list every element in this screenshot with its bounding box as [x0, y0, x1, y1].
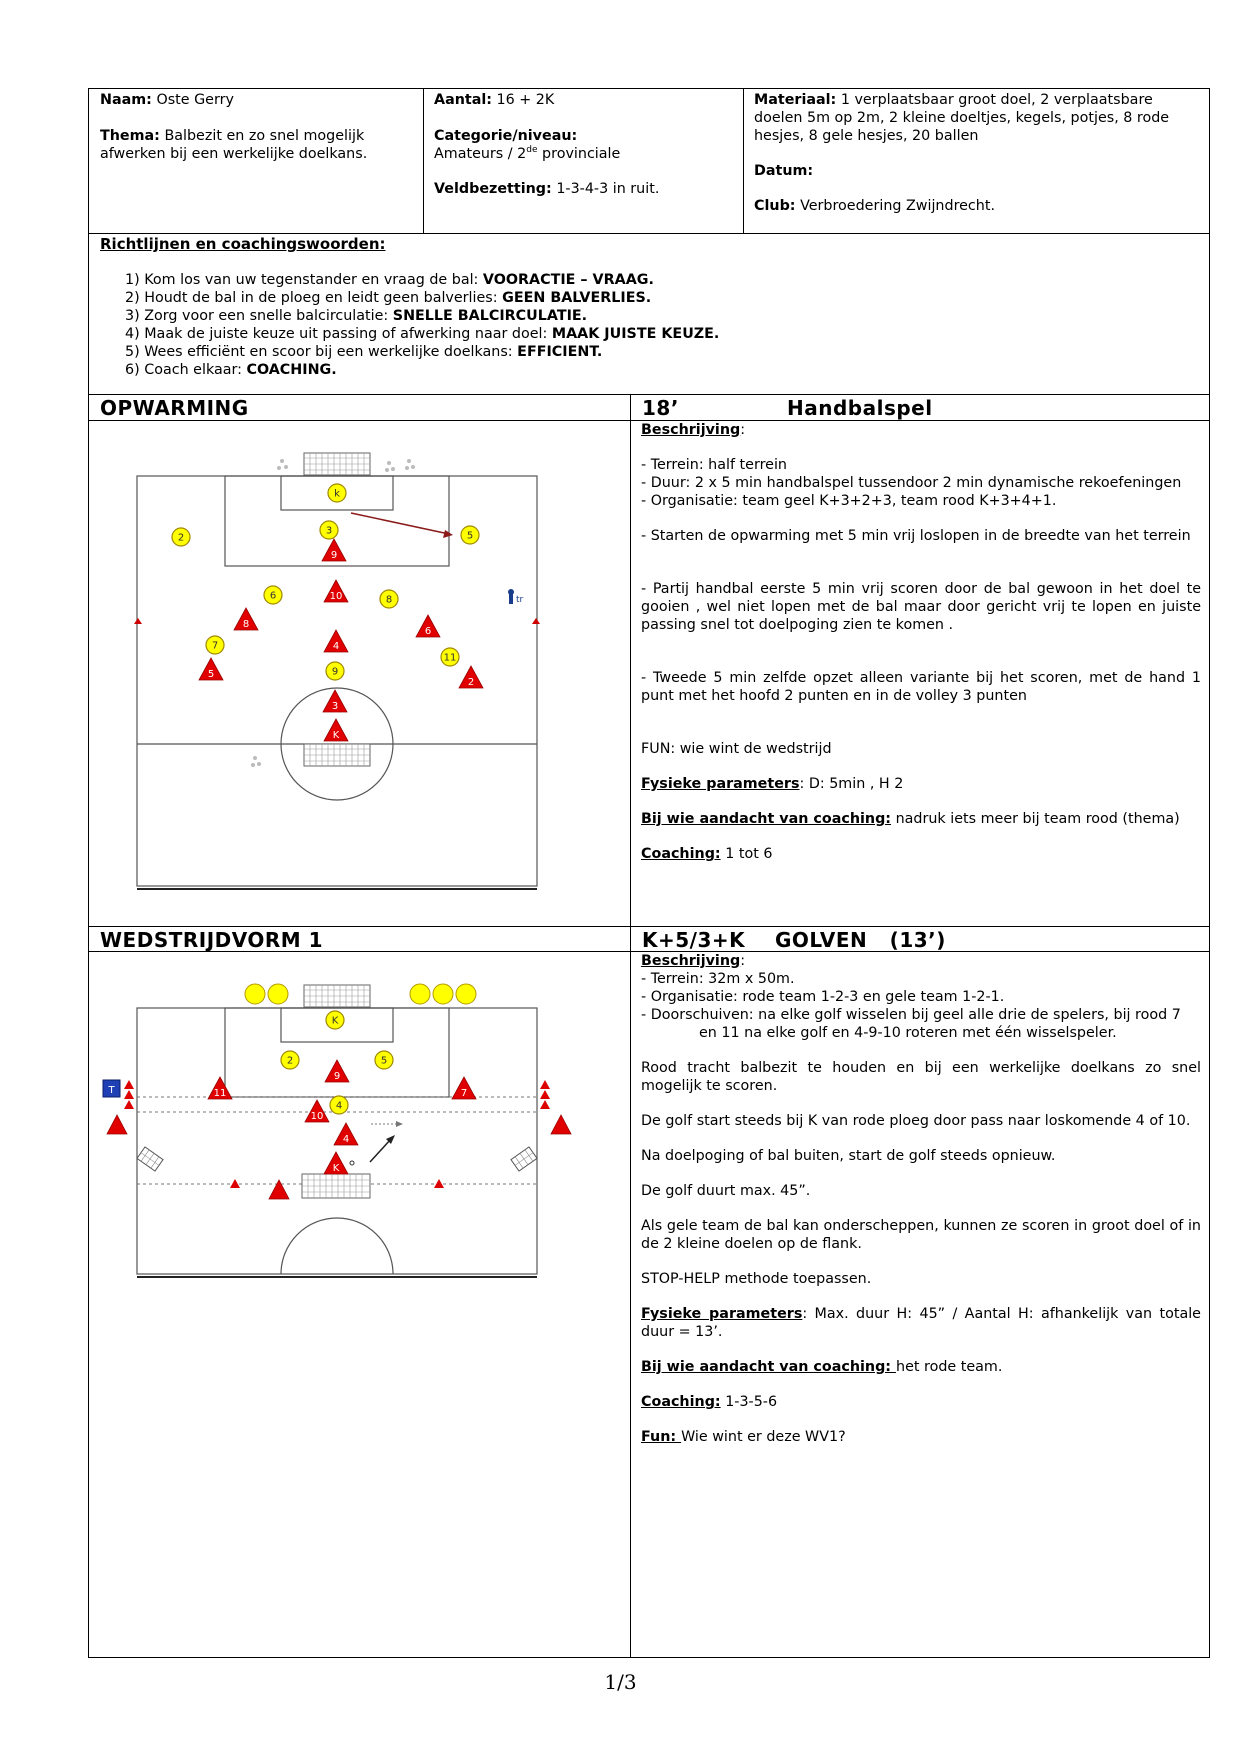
club-label: Club: [754, 198, 796, 214]
desc-paragraph: STOP-HELP methode toepassen. [641, 1271, 872, 1287]
thema-value: Balbezit en zo snel mogelijk afwerken bij een werkelijke doelkans. [100, 128, 368, 162]
opwarming-name: Handbalspel [787, 396, 933, 420]
goal-top [304, 453, 370, 475]
red-player [324, 1152, 348, 1174]
trainer-icon [103, 1080, 120, 1097]
red-player [325, 1060, 349, 1082]
veld-label: Veldbezetting: [434, 181, 552, 197]
training-sheet [88, 88, 1210, 1658]
yellow-player [375, 1051, 393, 1069]
divider [89, 926, 1209, 927]
naam-value: Oste Gerry [156, 92, 234, 108]
yellow-player [326, 662, 344, 680]
page-number: 1/3 [604, 1670, 637, 1694]
red-player [234, 608, 258, 630]
svg-text:T: T [108, 1085, 115, 1096]
cone-icon [124, 1100, 134, 1109]
player-number: 8 [242, 619, 250, 630]
cone-icon [230, 1179, 240, 1188]
desc-line: en 11 na elke golf en 4-9-10 roteren met één wisselspeler. [699, 1025, 1117, 1041]
richtlijn-item: 6) Coach elkaar: COACHING. [125, 362, 337, 378]
pass-arrow [351, 513, 449, 534]
player-number: 11 [443, 652, 457, 664]
desc-line: - Organisatie: team geel K+3+2+3, team rood K+3+4+1. [641, 493, 1057, 509]
fys-value: : D: 5min , H 2 [799, 776, 904, 792]
richtlijnen-list [125, 271, 1200, 379]
player-number: 6 [269, 590, 277, 602]
richtlijnen-title: Richtlijnen en coachingswoorden: [100, 235, 386, 253]
yellow-player [330, 1096, 348, 1114]
run-arrow [370, 1139, 391, 1162]
desc-line: - Terrein: 32m x 50m. [641, 971, 795, 987]
header-materiaal-cell [754, 91, 1204, 215]
red-player [199, 658, 223, 680]
desc-fun: FUN: wie wint de wedstrijd [641, 741, 832, 757]
wedstrijdvorm-diagram [89, 952, 629, 1302]
desc-paragraph: - Tweede 5 min zelfde opzet alleen variante bij het scoren, met de hand 1 punt met het hoofd 2 punten en in de volley 3 punten [641, 670, 1201, 704]
player-number: 4 [342, 1134, 350, 1145]
player-number: 10 [329, 591, 343, 602]
yellow-player [461, 526, 479, 544]
player-number: K [332, 1163, 340, 1174]
fys-label: Fysieke parameters [641, 1306, 803, 1322]
categorie-value-end: provinciale [537, 146, 621, 162]
richtlijn-item: 1) Kom los van uw tegenstander en vraag de bal: VOORACTIE – VRAAG. [125, 272, 654, 288]
trainer-icon [508, 589, 524, 605]
veld-value: 1-3-4-3 in ruit. [556, 181, 660, 197]
centre-circle [281, 1218, 393, 1274]
yellow-player [320, 521, 338, 539]
player-number: K [332, 730, 340, 741]
richtlijn-item: 5) Wees efficiënt en scoor bij een werkelijke doelkans: EFFICIENT. [125, 344, 603, 360]
desc-paragraph: Na doelpoging of bal buiten, start de golf steeds opnieuw. [641, 1148, 1056, 1164]
red-player [305, 1100, 329, 1122]
player-number: 8 [385, 594, 393, 606]
desc-line: - Terrein: half terrein [641, 457, 787, 473]
richtlijnen-cell [100, 233, 1200, 379]
richtlijn-item: 3) Zorg voor een snelle balcirculatie: SNELLE BALCIRCULATIE. [125, 308, 588, 324]
player-number: 5 [380, 1055, 388, 1067]
opwarming-time: 18’ [642, 396, 679, 420]
player-number: 5 [207, 669, 215, 680]
small-goal-left [137, 1147, 163, 1171]
player-number: 5 [466, 530, 474, 542]
desc-paragraph: De golf start steeds bij K van rode ploeg door pass naar loskomende 4 of 10. [641, 1113, 1191, 1129]
richtlijn-item: 4) Maak de juiste keuze uit passing of afwerking naar doel: MAAK JUISTE KEUZE. [125, 326, 720, 342]
player-number: 2 [467, 677, 475, 688]
cone-icon [540, 1100, 550, 1109]
ball-icon [350, 1161, 354, 1165]
red-player [452, 1077, 476, 1099]
yellow-player [206, 636, 224, 654]
aantal-value: 16 + 2K [496, 92, 555, 108]
small-goal-right [511, 1147, 537, 1171]
divider [89, 394, 1209, 395]
wedstrijdvorm-heading: K+5/3+K GOLVEN (13’) [642, 928, 946, 952]
player-number: 7 [460, 1088, 468, 1099]
cone-icon [434, 1179, 444, 1188]
desc-paragraph: - Partij handbal eerste 5 min vrij scoren door de bal gewoon in het doel te gooien , wel niet lopen met de bal maar door gericht vrij te lopen en juiste passing snel tot doelpoging zien te komen . [641, 581, 1201, 633]
datum-label: Datum: [754, 163, 814, 179]
opwarming-diagram [89, 421, 629, 926]
aandacht-label: Bij wie aandacht van coaching: [641, 811, 892, 827]
cone-icon [124, 1080, 134, 1089]
categorie-sup: de [526, 145, 538, 156]
desc-paragraph: - Starten de opwarming met 5 min vrij loslopen in de breedte van het terrein [641, 528, 1191, 544]
yellow-player [281, 1051, 299, 1069]
opwarming-description: Beschrijving: - Terrein: half terrein - Duur: 2 x 5 min handbalspel tussendoor 2 min dynamische rekoefeningen - Organisatie: team geel K+3+2+3, team rood K+3+4+1. - Starten de opwarming met 5 min vrij loslopen in de breedte van het terrein - Partij handbal eerste 5 min vrij scoren door de bal gewoon in het doel te gooien , wel niet lopen met de bal maar door gericht vrij te lopen en juiste passing snel tot doelpoging zien te komen . - Tweede 5 min zelfde opzet alleen variante bij het scoren, met de hand 1 punt met het hoofd 2 punten en in de volley 3 punten FUN: wie wint de wedstrijd Fysieke parameters: D: 5min , H 2 Bij wie aandacht van coaching: nadruk iets meer bij team rood (thema) Coaching: 1 tot 6 [641, 422, 1201, 862]
player-number: K [331, 1015, 339, 1027]
header-aantal-cell [434, 91, 734, 198]
player-number: 6 [424, 626, 432, 637]
player-number: 4 [335, 1100, 343, 1112]
yellow-player [172, 528, 190, 546]
fun-label: Fun: [641, 1429, 682, 1445]
red-player [459, 666, 483, 688]
player-number: k [334, 488, 340, 500]
red-player [334, 1123, 358, 1145]
aandacht-value: nadruk iets meer bij team rood (thema) [891, 811, 1180, 827]
coaching-label: Coaching: [641, 1394, 721, 1410]
player-number: 11 [213, 1088, 227, 1099]
yellow-player [264, 586, 282, 604]
desc-line: - Organisatie: rode team 1-2-3 en gele team 1-2-1. [641, 989, 1005, 1005]
club-value: Verbroedering Zwijndrecht. [800, 198, 996, 214]
fys-label: Fysieke parameters [641, 776, 800, 792]
arrow-head [443, 530, 453, 538]
cone-icon [540, 1080, 550, 1089]
yellow-player [328, 484, 346, 502]
red-player [322, 539, 346, 561]
header-naam-cell [100, 91, 415, 163]
player-number: 9 [331, 666, 339, 678]
svg-text:tr: tr [516, 595, 524, 605]
coaching-value: 1 tot 6 [720, 846, 773, 862]
materiaal-value: 1 verplaatsbaar groot doel, 2 verplaatsbare doelen 5m op 2m, 2 kleine doeltjes, kegels, potjes, 8 rode hesjes, 8 gele hesjes, 20 ballen [754, 92, 1170, 144]
goal-bottom [304, 744, 370, 766]
wedstrijdvorm-title: WEDSTRIJDVORM 1 [100, 928, 324, 952]
player-number: 3 [331, 701, 339, 712]
desc-line: - Doorschuiven: na elke golf wisselen bij geel alle drie de spelers, bij rood 7 [641, 1007, 1181, 1023]
red-player [324, 719, 348, 741]
cone-icon [124, 1090, 134, 1099]
player-number: 2 [286, 1055, 294, 1067]
arrow-head [396, 1121, 403, 1127]
desc-paragraph: De golf duurt max. 45”. [641, 1183, 811, 1199]
red-player [324, 630, 348, 652]
player-number: 7 [211, 640, 219, 652]
thema-label: Thema: [100, 128, 160, 144]
divider [630, 394, 631, 1657]
goal-top [304, 985, 370, 1007]
aantal-label: Aantal: [434, 92, 492, 108]
yellow-player [326, 1011, 344, 1029]
beschrijving-label: Beschrijving [641, 422, 741, 438]
coaching-value: 1-3-5-6 [720, 1394, 778, 1410]
player-number: 3 [325, 525, 333, 537]
desc-paragraph: Rood tracht balbezit te houden en bij een werkelijke doelkans zo snel mogelijk te scoren. [641, 1060, 1201, 1094]
materiaal-label: Materiaal: [754, 92, 837, 108]
player-number: 9 [330, 550, 338, 561]
balls-icon [251, 459, 415, 767]
desc-paragraph: Als gele team de bal kan onderscheppen, kunnen ze scoren in groot doel of in de 2 kleine doelen op de flank. [641, 1218, 1201, 1252]
naam-label: Naam: [100, 92, 152, 108]
fys-value: : Max. duur H: 45” / Aantal H: afhankelijk van totale duur = 13’. [641, 1306, 1201, 1340]
player-number: 2 [177, 532, 185, 544]
yellow-player [441, 648, 459, 666]
red-player [324, 580, 348, 602]
red-player [323, 690, 347, 712]
desc-line: - Duur: 2 x 5 min handbalspel tussendoor 2 min dynamische rekoefeningen [641, 475, 1182, 491]
cone-icon [532, 618, 540, 624]
aandacht-label: Bij wie aandacht van coaching: [641, 1359, 897, 1375]
categorie-label: Categorie/niveau: [434, 128, 578, 144]
red-player [208, 1077, 232, 1099]
beschrijving-label: Beschrijving [641, 953, 741, 969]
divider [423, 89, 424, 233]
categorie-value: Amateurs / 2 [434, 146, 527, 162]
red-player [416, 615, 440, 637]
cone-icon [540, 1090, 550, 1099]
aandacht-value: het rode team. [896, 1359, 1003, 1375]
richtlijn-item: 2) Houdt de bal in de ploeg en leidt geen balverlies: GEEN BALVERLIES. [125, 290, 652, 306]
goal-middle [302, 1174, 370, 1198]
divider [743, 89, 744, 233]
player-number: 9 [333, 1071, 341, 1082]
player-number: 10 [310, 1111, 324, 1122]
cone-icon [134, 618, 142, 624]
opwarming-title: OPWARMING [100, 396, 249, 420]
fun-value: Wie wint er deze WV1? [681, 1429, 846, 1445]
player-number: 4 [332, 641, 340, 652]
wedstrijdvorm-description: Beschrijving: - Terrein: 32m x 50m. - Organisatie: rode team 1-2-3 en gele team 1-2-1. - Doorschuiven: na elke golf wisselen bij geel alle drie de spelers, bij rood 7 en 11 na elke golf en 4-9-10 roteren met één wisselspeler. Rood tracht balbezit te houden en bij een werkelijke doelkans zo snel mogelijk te scoren. De golf start steeds bij K van rode ploeg door pass naar loskomende 4 of 10. Na doelpoging of bal buiten, start de golf steeds opnieuw. De golf duurt max. 45”. Als gele team de bal kan onderscheppen, kunnen ze scoren in groot doel of in de 2 kleine doelen op de flank. STOP-HELP methode toepassen. Fysieke parameters: Max. duur H: 45” / Aantal H: afhankelijk van totale duur = 13’. Bij wie aandacht van coaching: het rode team. Coaching: 1-3-5-6 Fun: Wie wint er deze WV1? [641, 953, 1201, 1445]
yellow-player [380, 590, 398, 608]
coaching-label: Coaching: [641, 846, 721, 862]
